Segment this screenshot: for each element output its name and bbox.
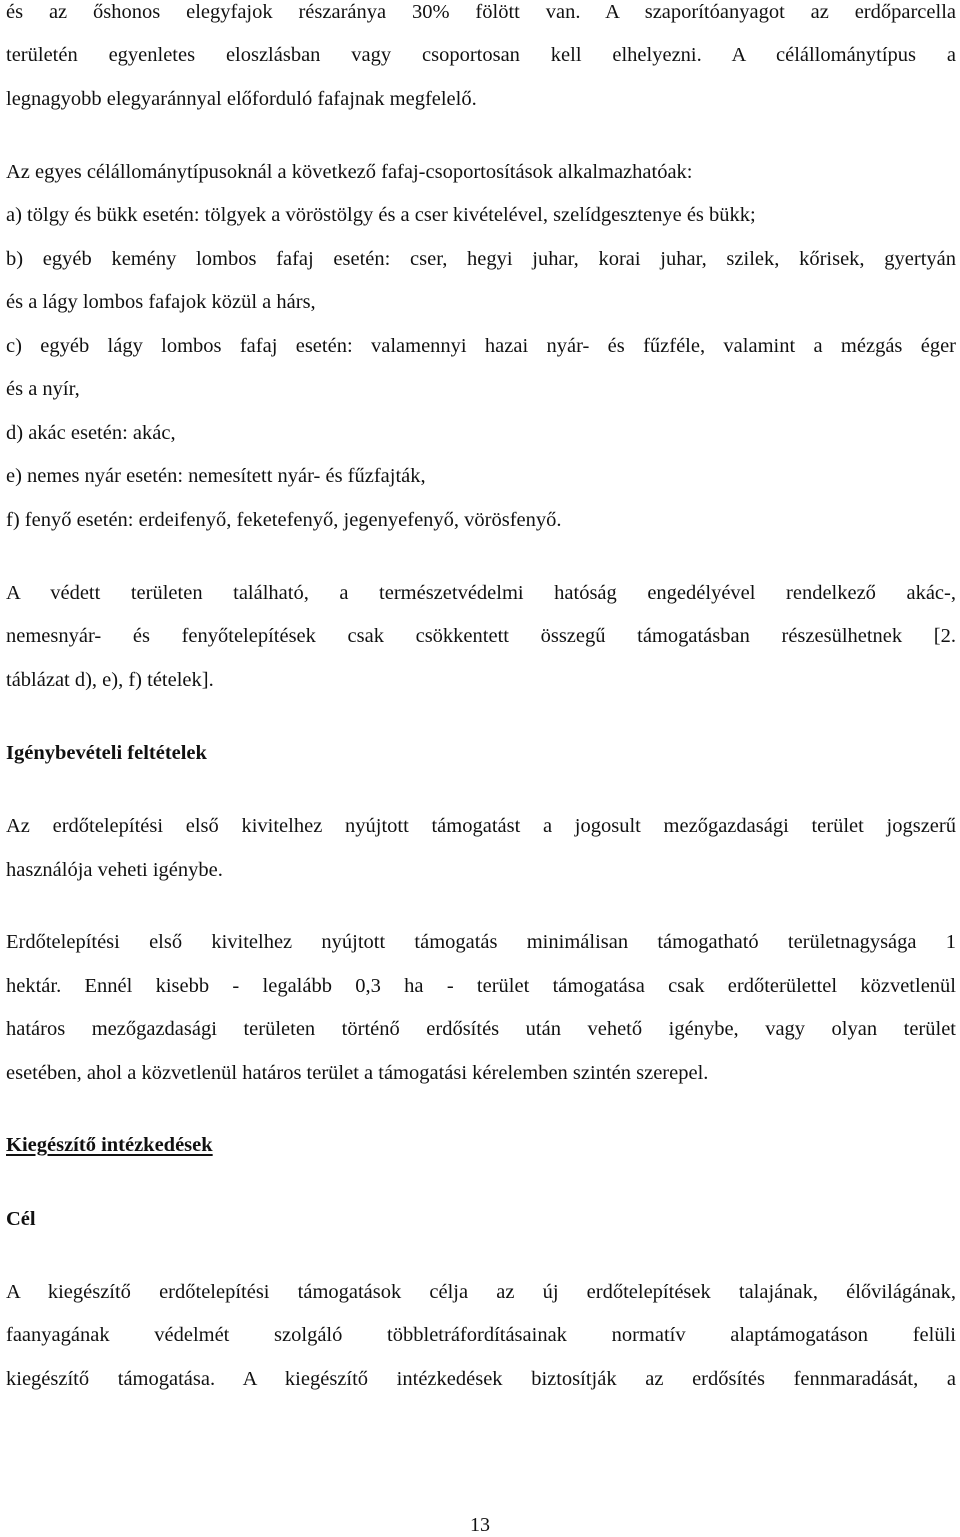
paragraph-line: hektár. Ennél kisebb - legalább 0,3 ha - terület támogatása csak erdőterülettel közvetlenül xyxy=(6,975,956,997)
paragraph-line: esetében, ahol a közvetlenül határos terület a támogatási kérelemben szintén szerepel. xyxy=(6,1062,709,1084)
page-number: 13 xyxy=(470,1514,490,1536)
paragraph-line: kiegészítő támogatása. A kiegészítő intézkedések biztosítják az erdősítés fennmaradását, a xyxy=(6,1368,956,1390)
list-intro: Az egyes célállománytípusoknál a következő fafaj-csoportosítások alkalmazhatóak: xyxy=(6,161,693,183)
paragraph-line: táblázat d), e), f) tételek]. xyxy=(6,669,214,691)
list-item: a) tölgy és bükk esetén: tölgyek a vöröstölgy és a cser kivételével, szelídgesztenye és bükk; xyxy=(6,204,756,226)
paragraph-line: használója veheti igénybe. xyxy=(6,859,223,881)
paragraph-line: határos mezőgazdasági területen történő erdősítés után vehető igénybe, vagy olyan terület xyxy=(6,1018,956,1040)
list-item-continuation: és a lágy lombos fafajok közül a hárs, xyxy=(6,291,316,313)
list-item: b) egyéb kemény lombos fafaj esetén: cser, hegyi juhar, korai juhar, szilek, kőrisek, gyertyán xyxy=(6,248,956,270)
paragraph-line: Erdőtelepítési első kivitelhez nyújtott támogatás minimálisan támogatható területnagysága 1 xyxy=(6,931,956,953)
paragraph-line: és az őshonos elegyfajok részaránya 30% fölött van. A szaporítóanyagot az erdőparcella xyxy=(6,1,956,23)
paragraph-line: A védett területen található, a természetvédelmi hatóság engedélyével rendelkező akác-, xyxy=(6,582,956,604)
section-heading-supplementary-measures: Kiegészítő intézkedések xyxy=(6,1134,213,1156)
list-item: c) egyéb lágy lombos fafaj esetén: valamennyi hazai nyár- és fűzféle, valamint a mézgás éger xyxy=(6,335,956,357)
paragraph-line: Az erdőtelepítési első kivitelhez nyújtott támogatást a jogosult mezőgazdasági terület jogszerű xyxy=(6,815,956,837)
list-item: e) nemes nyár esetén: nemesített nyár- és fűzfajták, xyxy=(6,465,426,487)
paragraph-line: nemesnyár- és fenyőtelepítések csak csökkentett összegű támogatásban részesülhetnek [2. xyxy=(6,625,956,647)
subsection-heading-goal: Cél xyxy=(6,1208,36,1230)
paragraph-line: területén egyenletes eloszlásban vagy csoportosan kell elhelyezni. A célállománytípus a xyxy=(6,44,956,66)
list-item: d) akác esetén: akác, xyxy=(6,422,176,444)
section-heading-requirements: Igénybevételi feltételek xyxy=(6,742,207,764)
paragraph-line: legnagyobb elegyaránnyal előforduló fafajnak megfelelő. xyxy=(6,88,477,110)
list-item-continuation: és a nyír, xyxy=(6,378,80,400)
list-item: f) fenyő esetén: erdeifenyő, feketefenyő, jegenyefenyő, vörösfenyő. xyxy=(6,509,562,531)
paragraph-line: faanyagának védelmét szolgáló többletráfordításainak normatív alaptámogatáson felüli xyxy=(6,1324,956,1346)
paragraph-line: A kiegészítő erdőtelepítési támogatások célja az új erdőtelepítések talajának, élővilágának, xyxy=(6,1281,956,1303)
